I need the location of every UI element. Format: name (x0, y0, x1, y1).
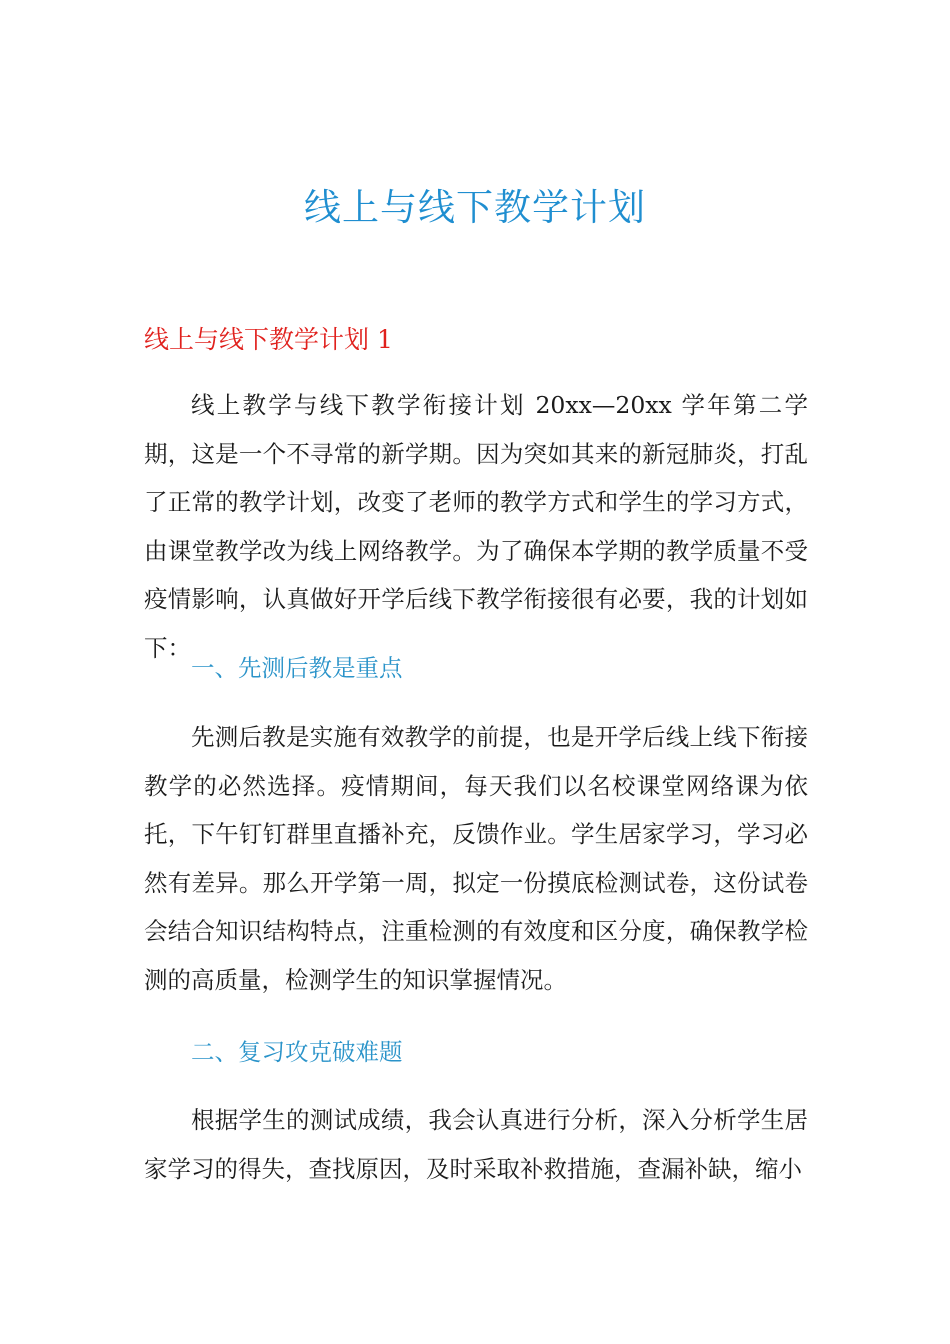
subheading-review: 二、复习攻克破难题 (191, 1038, 403, 1066)
document-title: 线上与线下教学计划 (304, 186, 646, 229)
intro-paragraph: 线上教学与线下教学衔接计划 20xx—20xx 学年第二学期，这是一个不寻常的新学期。因为突如其来的新冠肺炎，打乱了正常的教学计划，改变了老师的教学方式和学生的学习方式，由课堂教学改为线上网络教学。为了确保本学期的教学质量不受疫情影响，认真做好开学后线下教学衔接很有必要，我的计划如下： (144, 391, 808, 662)
subheading-test-first: 一、先测后教是重点 (191, 654, 403, 682)
test-first-paragraph: 先测后教是实施有效教学的前提，也是开学后线上线下衔接教学的必然选择。疫情期间，每天我们以名校课堂网络课为依托，下午钉钉群里直播补充，反馈作业。学生居家学习，学习必然有差异。那么开学第一周，拟定一份摸底检测试卷，这份试卷会结合知识结构特点，注重检测的有效度和区分度，确保教学检测的高质量，检测学生的知识掌握情况。 (144, 723, 808, 994)
section-title: 线上与线下教学计划 1 (144, 325, 393, 354)
review-paragraph: 根据学生的测试成绩，我会认真进行分析，深入分析学生居家学习的得失，查找原因，及时采取补救措施，查漏补缺，缩小 (144, 1106, 808, 1183)
